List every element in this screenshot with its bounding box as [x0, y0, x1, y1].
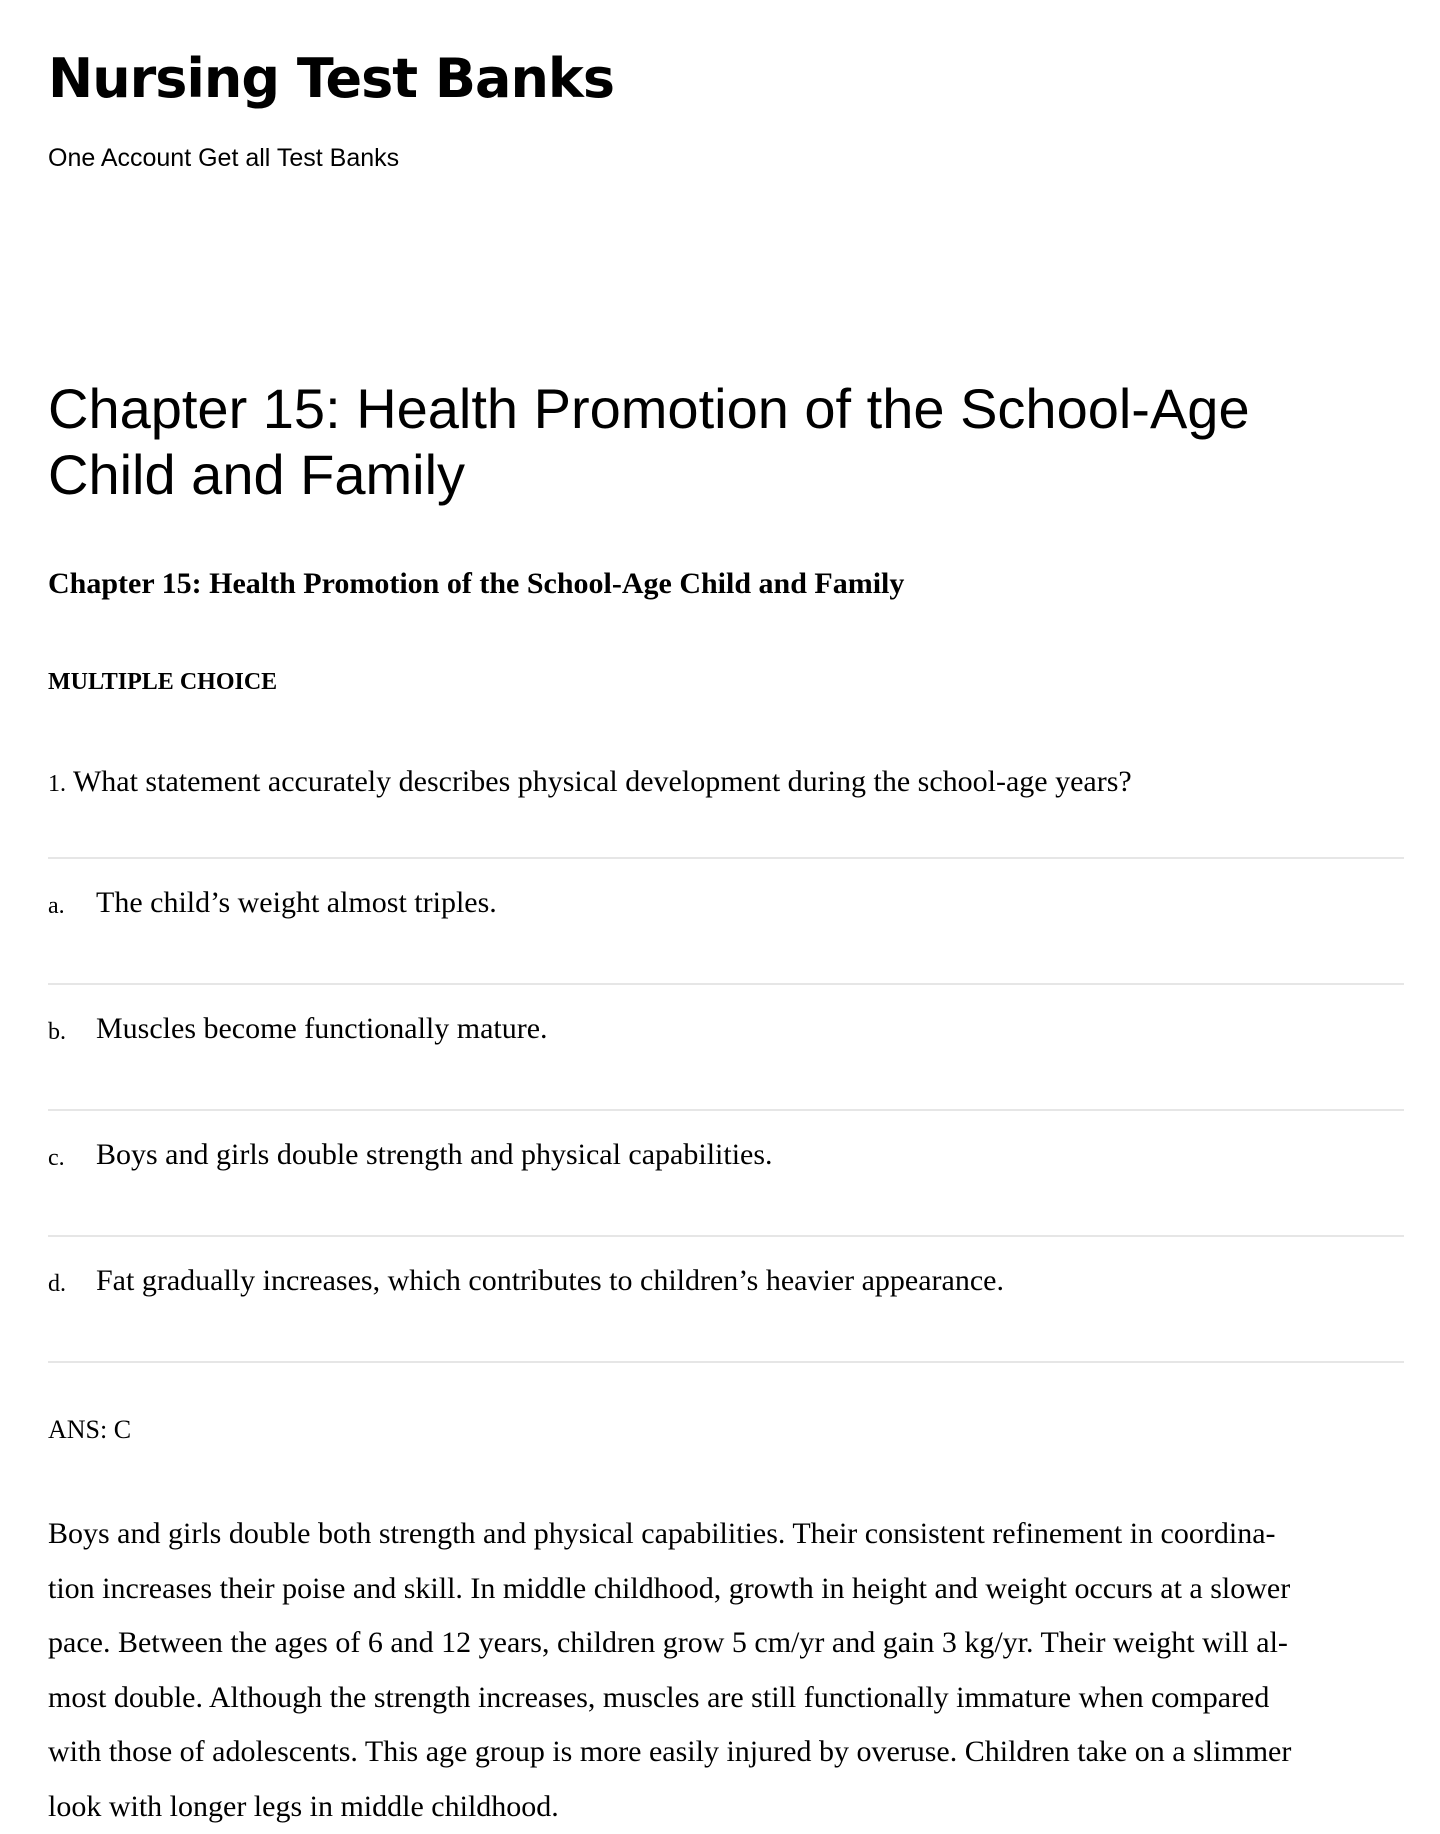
site-tagline: One Account Get all Test Banks: [48, 144, 400, 172]
section-label: MULTIPLE CHOICE: [48, 669, 278, 695]
option-a: [48, 859, 1404, 985]
answer-key: ANS: C: [48, 1415, 132, 1444]
option-letter: d.: [48, 1271, 66, 1297]
answer-options: [48, 857, 1404, 1363]
rationale-line: tion increases their poise and skill. In middle childhood, growth in height and weight occurs at a slower: [48, 1571, 1291, 1605]
option-c: [48, 1111, 1404, 1237]
option-b: [48, 985, 1404, 1111]
chapter-heading-line2: Child and Family: [48, 443, 466, 506]
chapter-heading-line1: Chapter 15: Health Promotion of the School-Age: [48, 377, 1250, 440]
option-letter: c.: [48, 1145, 65, 1171]
rationale-line: with those of adolescents. This age group is more easily injured by overuse. Children take on a slimmer: [48, 1735, 1292, 1768]
rationale-line: pace. Between the ages of 6 and 12 years, children grow 5 cm/yr and gain 3 kg/yr. Their weight will al-: [48, 1626, 1288, 1659]
option-text: Muscles become functionally mature.: [96, 1012, 548, 1045]
option-d: [48, 1237, 1404, 1363]
rationale: [48, 1507, 1291, 1834]
chapter-heading: [48, 376, 1404, 508]
chapter-subheading: Chapter 15: Health Promotion of the School-Age Child and Family: [48, 567, 905, 600]
rationale-line: look with longer legs in middle childhood.: [48, 1789, 559, 1823]
option-text: Boys and girls double strength and physical capabilities.: [96, 1138, 773, 1171]
question-number: 1.: [48, 771, 66, 797]
option-text: The child’s weight almost triples.: [96, 886, 497, 919]
rationale-line: Boys and girls double both strength and physical capabilities. Their consistent refinement in coordina-: [48, 1517, 1276, 1550]
question-stem: [48, 762, 1132, 804]
option-letter: a.: [48, 893, 65, 919]
rationale-line: most double. Although the strength increases, muscles are still functionally immature when compared: [48, 1680, 1270, 1714]
question-text: What statement accurately describes physical development during the school-age years?: [72, 765, 1132, 798]
option-text: Fat gradually increases, which contributes to children’s heavier appearance.: [96, 1264, 1004, 1297]
site-title[interactable]: Nursing Test Banks: [48, 47, 614, 110]
option-letter: b.: [48, 1019, 66, 1045]
